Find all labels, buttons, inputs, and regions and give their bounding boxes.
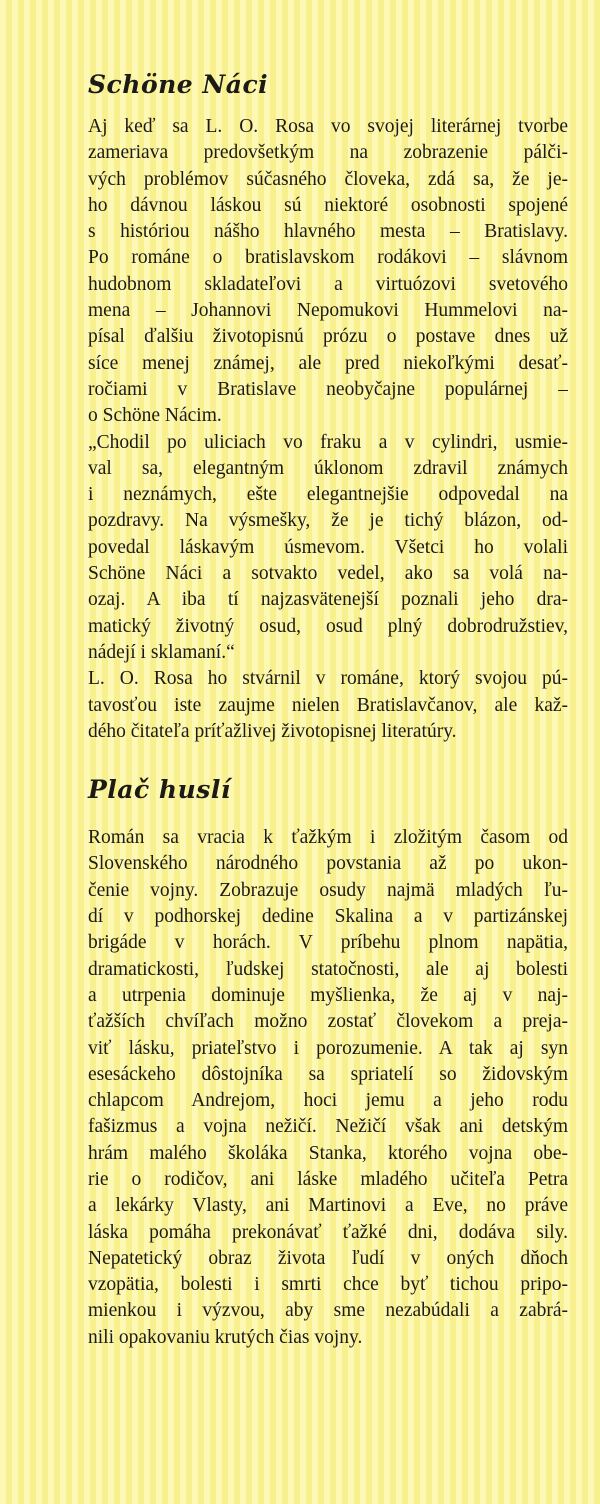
text-line: esesáckeho dôstojníka sa spriatelí so židovským xyxy=(88,1063,568,1085)
text-line: nádejí i sklamaní.“ xyxy=(88,641,235,663)
text-line: o Schöne Nácim. xyxy=(88,405,222,427)
text-line: čenie vojny. Zobrazuje osudy najmä mladých ľu- xyxy=(88,879,568,901)
text-line: a lekárky Vlasty, ani Martinovi a Eve, no práve xyxy=(88,1195,568,1217)
text-line: vzopätia, bolesti i smrti chce byť tichou pripo- xyxy=(88,1274,568,1296)
text-line: vých problémov súčasného človeka, zdá sa, že je- xyxy=(88,168,568,190)
paragraph xyxy=(88,114,568,430)
text-line: Slovenského národného povstania až po ukon- xyxy=(88,853,568,875)
text-line: i neznámych, ešte elegantnejšie odpovedal na xyxy=(88,484,568,506)
text-line: láska pomáha prekonávať ťažké dni, dodáva sily. xyxy=(88,1221,568,1243)
section-title: Schöne Náci xyxy=(88,70,269,99)
text-line: písal ďalšiu životopisnú prózu o postave dnes už xyxy=(88,326,568,348)
text-line: chlapcom Andrejom, hoci jemu a jeho rodu xyxy=(88,1090,568,1112)
text-line: Aj keď sa L. O. Rosa vo svojej literárnej tvorbe xyxy=(88,116,568,137)
text-line: hudobnom skladateľovi a virtuózovi svetového xyxy=(88,273,568,295)
text-line: ťažších chvíľach možno zostať človekom a preja- xyxy=(88,1011,568,1033)
text-line: pozdravy. Na výsmešky, že je tichý blázon, od- xyxy=(88,510,568,532)
section-title: Plač huslí xyxy=(88,775,231,805)
paragraph-quote xyxy=(88,430,568,667)
text-line: Schöne Náci a sotvakto vedel, ako sa volá na- xyxy=(88,563,568,585)
text-line: nili opakovaniu krutých čias vojny. xyxy=(88,1326,363,1348)
text-line: viť lásku, priateľstvo i porozumenie. A tak aj syn xyxy=(88,1037,568,1059)
text-line: dramatickosti, ľudskej statočnosti, ale aj bolesti xyxy=(88,958,568,980)
text-line: tavosťou iste zaujme nielen Bratislavčanov, ale kaž- xyxy=(88,694,568,716)
text-line: rie o rodičov, ani láske mladého učiteľa Petra xyxy=(88,1168,568,1190)
text-line: Po románe o bratislavskom rodákovi – slávnom xyxy=(88,247,568,269)
book-blurb xyxy=(88,62,568,1351)
text-line: s históriou nášho hlavného mesta – Bratislavy. xyxy=(88,221,568,243)
text-line: fašizmus a vojna nežičí. Nežičí však ani detským xyxy=(88,1116,568,1138)
text-line: Román sa vracia k ťažkým i zložitým časom od xyxy=(88,827,568,849)
text-line: „Chodil po uliciach vo fraku a v cylindri, usmie- xyxy=(88,431,568,453)
text-line: Nepatetický obraz života ľudí v oných dňoch xyxy=(88,1247,568,1269)
text-line: dého čitateľa príťažlivej životopisnej literatúry. xyxy=(88,720,457,742)
text-line: dí v podhorskej dedine Skalina a v partizánskej xyxy=(88,906,568,928)
text-line: hrám malého školáka Stanka, ktorého vojna obe- xyxy=(88,1142,568,1164)
text-line: a utrpenia dominuje myšlienka, že aj v naj- xyxy=(88,984,568,1006)
text-line: mena – Johannovi Nepomukovi Hummelovi na- xyxy=(88,300,568,322)
text-line: ročiami v Bratislave neobyčajne populárnej – xyxy=(88,378,568,400)
text-line: mienkou i výzvou, aby sme nezabúdali a zabrá- xyxy=(88,1300,568,1322)
text-line: ozaj. A iba tí najzasvätenejší poznali jeho dra- xyxy=(88,589,568,611)
text-line: brigáde v horách. V príbehu plnom napätia, xyxy=(88,932,568,954)
text-line: val sa, elegantným úklonom zdravil známych xyxy=(88,457,568,479)
paragraph xyxy=(88,825,568,1351)
section-plac-husli xyxy=(88,773,568,1351)
text-line: ho dávnou láskou sú niektoré osobnosti spojené xyxy=(88,194,568,216)
text-line: matický životný osud, osud plný dobrodružstiev, xyxy=(88,615,568,637)
text-line: povedal láskavým úsmevom. Všetci ho volali xyxy=(88,536,568,558)
text-line: zameriava predovšetkým na zobrazenie pálči- xyxy=(88,142,568,164)
paragraph xyxy=(88,666,568,745)
text-line: L. O. Rosa ho stvárnil v románe, ktorý svojou pú- xyxy=(88,668,568,690)
text-line: síce menej známej, ale pred niekoľkými desať- xyxy=(88,352,568,374)
section-schone-naci xyxy=(88,68,568,745)
